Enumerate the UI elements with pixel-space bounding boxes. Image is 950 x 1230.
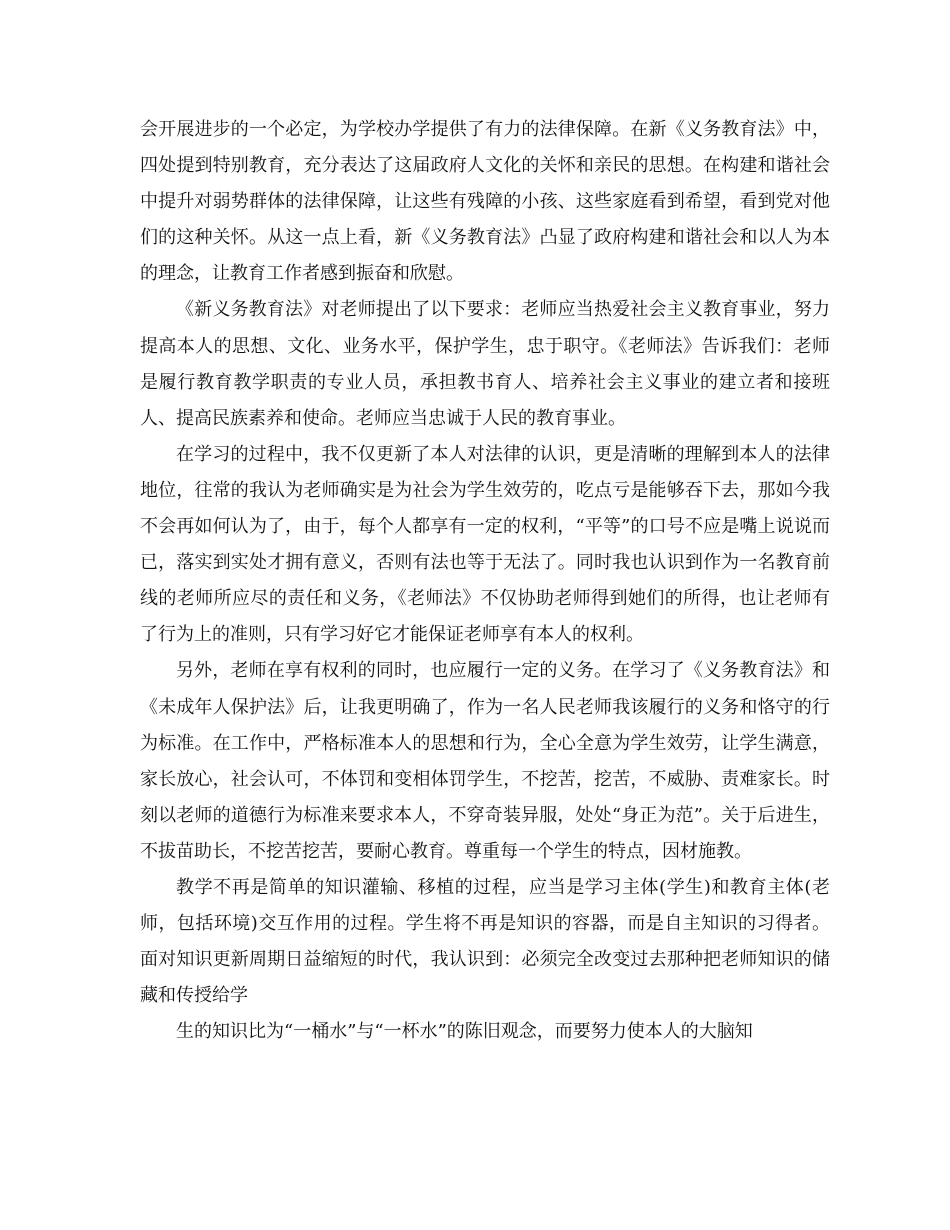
paragraph-6: 生的知识比为“一桶水”与“一杯水”的陈旧观念，而要努力使本人的大脑知 xyxy=(176,1021,753,1043)
document-body xyxy=(140,112,830,1050)
paragraph-1: 会开展进步的一个必定，为学校办学提供了有力的法律保障。在新《义务教育法》中，四处提到特别教育，充分表达了这届政府人文化的关怀和亲民的思想。在构建和谐社会中提升对弱势群体的法律保障，让这些有残障的小孩、这些家庭看到希望，看到党对他们的这种关怀。从这一点上看，新《义务教育法》凸显了政府构建和谐社会和以人为本的理念，让教育工作者感到振奋和欣慰。 xyxy=(140,119,830,285)
paragraph-5: 教学不再是简单的知识灌输、移植的过程，应当是学习主体(学生)和教育主体(老师，包括环境)交互作用的过程。学生将不再是知识的容器，而是自主知识的习得者。面对知识更新周期日益缩短的时代，我认识到：必须完全改变过去那种把老师知识的储藏和传授给学 xyxy=(140,876,830,1007)
paragraph-3: 在学习的过程中，我不仅更新了本人对法律的认识，更是清晰的理解到本人的法律地位，往常的我认为老师确实是为社会为学生效劳的，吃点亏是能够吞下去，那如今我不会再如何认为了，由于，每个人都享有一定的权利，“平等”的口号不应是嘴上说说而已，落实到实处才拥有意义，否则有法也等于无法了。同时我也认识到作为一名教育前线的老师所应尽的责任和义务，《老师法》不仅协助老师得到她们的所得，也让老师有了行为上的准则，只有学习好它才能保证老师享有本人的权利。 xyxy=(140,443,830,646)
paragraph-2: 《新义务教育法》对老师提出了以下要求：老师应当热爱社会主义教育事业，努力提高本人的思想、文化、业务水平，保护学生，忠于职守。《老师法》告诉我们：老师是履行教育教学职责的专业人员，承担教书育人、培养社会主义事业的建立者和接班人、提高民族素养和使命。老师应当忠诚于人民的教育事业。 xyxy=(140,299,830,429)
paragraph-4: 另外，老师在享有权利的同时，也应履行一定的义务。在学习了《义务教育法》和《未成年人保护法》后，让我更明确了，作为一名人民老师我该履行的义务和恪守的行为标准。在工作中，严格标准本人的思想和行为，全心全意为学生效劳，让学生满意，家长放心，社会认可，不体罚和变相体罚学生，不挖苦，挖苦，不威胁、责难家长。时刻以老师的道德行为标准来要求本人，不穿奇装异服，处处“身正为范”。关于后进生，不拔苗助长，不挖苦挖苦，要耐心教育。尊重每一个学生的特点，因材施教。 xyxy=(140,660,830,862)
